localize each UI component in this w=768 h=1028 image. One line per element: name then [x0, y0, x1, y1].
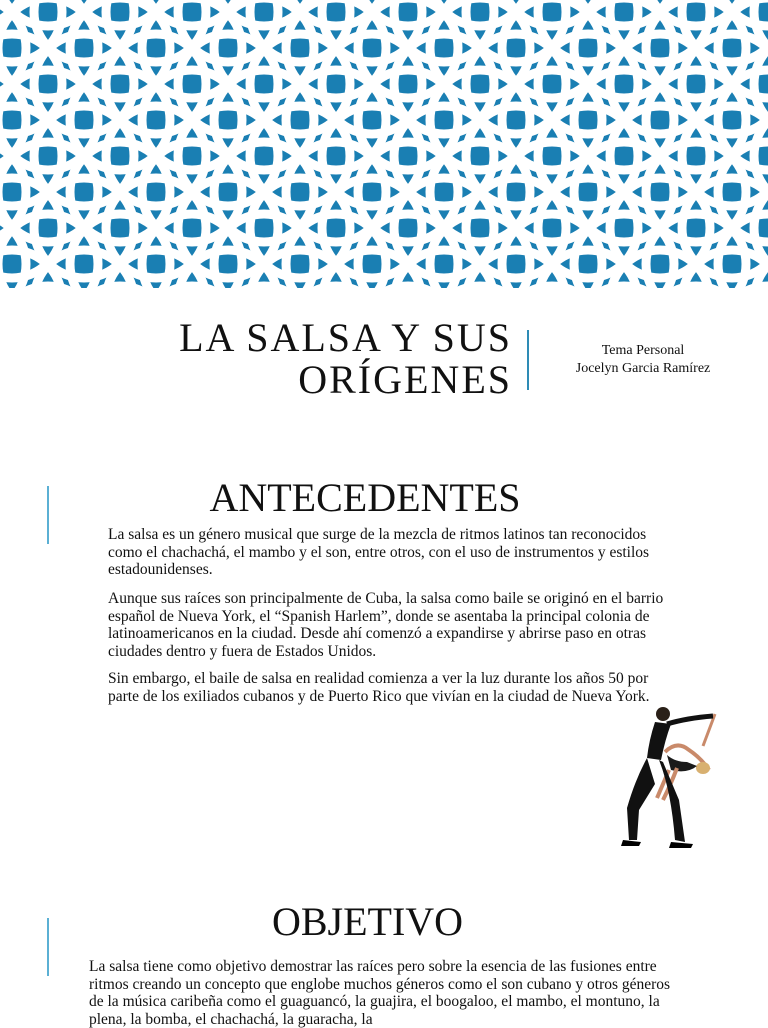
objetivo-heading: OBJETIVO [271, 899, 464, 944]
cover-title-line2: ORÍGENES [298, 357, 512, 402]
cover-subtitle [548, 342, 738, 378]
salsa-dancers-image [605, 700, 735, 855]
objetivo-paragraph: La salsa tiene como objetivo demostrar las raíces pero sobre la esencia de las fusiones entre ritmos creando un concepto que englobe muchos géneros como el son cubano y otros géneros de la música caribeña como el guaguancó, la guajira, el boogaloo, el mambo, el montuno, la plena, la bomba, el chachachá, la guaracha, la [89, 958, 671, 1028]
objetivo-accent-bar [47, 918, 49, 976]
cover-title-line1: LA SALSA Y SUS [179, 315, 512, 360]
cover-subtitle-line2: Jocelyn Garcia Ramírez [575, 361, 711, 376]
cover-subtitle-line1: Tema Personal [601, 343, 685, 358]
cover-pattern-banner [0, 0, 768, 288]
antecedentes-accent-bar [47, 486, 49, 544]
antecedentes-paragraph-1: La salsa es un género musical que surge de la mezcla de ritmos latinos tan reconocidos como el chachachá, el mambo y el son, entre otros, con el uso de instrumentos y estilos estadounidenses. [108, 526, 650, 578]
antecedentes-paragraph-2: Aunque sus raíces son principalmente de Cuba, la salsa como baile se originó en el barrio español de Nueva York, el “Spanish Harlem”, donde se asentaba la principal colonia de latinoamericanos en la ciudad. Desde ahí comenzó a expandirse y abrirse paso en otras ciudades dentro y fuera de Estados Unidos. [108, 590, 664, 660]
cover-title [160, 317, 512, 401]
antecedentes-heading: ANTECEDENTES [209, 475, 521, 520]
cover-divider [527, 330, 529, 390]
antecedentes-paragraph-3: Sin embargo, el baile de salsa en realidad comienza a ver la luz durante los años 50 por parte de los exiliados cubanos y de Puerto Rico que vivían en la ciudad de Nueva York. [108, 670, 650, 705]
